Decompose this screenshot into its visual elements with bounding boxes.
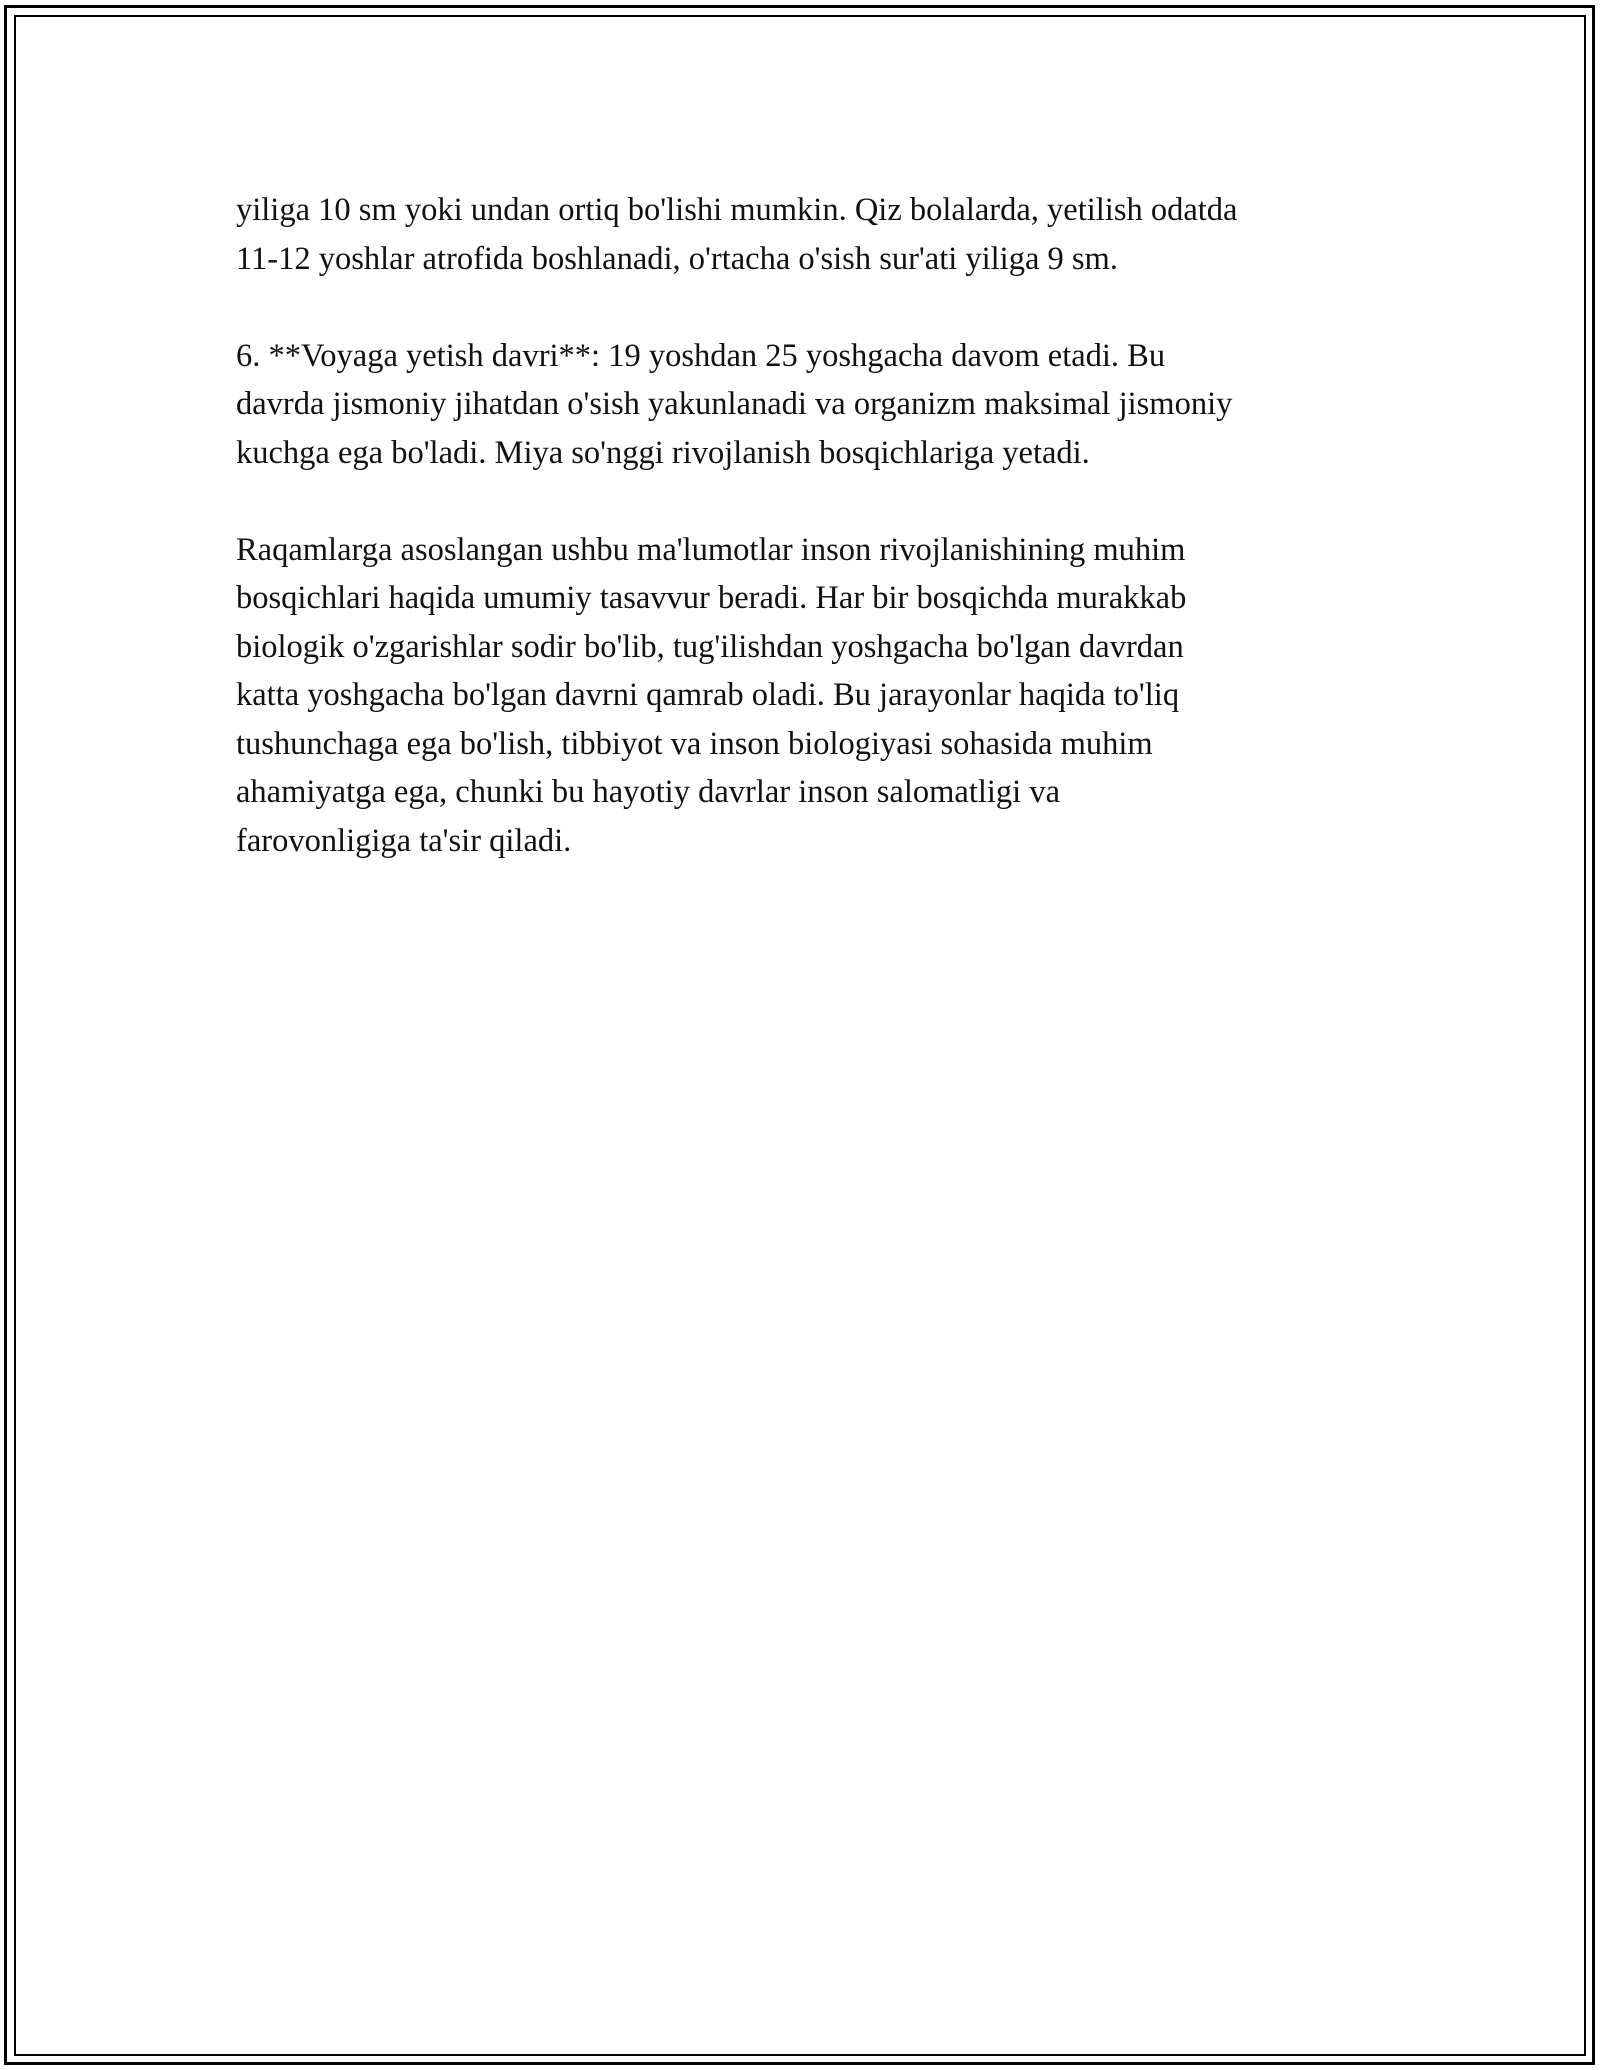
paragraph-growth-rate: yiliga 10 sm yoki undan ortiq bo'lishi mumkin. Qiz bolalarda, yetilish odatda 11-12 yoshlar atrofida boshlanadi, o'rtacha o'sish sur'ati yiliga 9 sm. bbox=[236, 192, 1238, 277]
paragraph-adulthood-stage: 6. **Voyaga yetish davri**: 19 yoshdan 25 yoshgacha davom etadi. Bu davrda jismoniy jihatdan o'sish yakunlanadi va organizm maksimal jismoniy kuchga ega bo'ladi. Miya so'nggi rivojlanish bosqichlariga yetadi. bbox=[236, 337, 1233, 471]
document-body bbox=[236, 186, 1386, 914]
paragraph-conclusion: Raqamlarga asoslangan ushbu ma'lumotlar inson rivojlanishining muhim bosqichlari haqida umumiy tasavvur beradi. Har bir bosqichda murakkab biologik o'zgarishlar sodir bo'lib, tug'ilishdan yoshgacha bo'lgan davrdan katta yoshgacha bo'lgan davrni qamrab oladi. Bu jarayonlar haqida to'liq tushunchaga ega bo'lish, tibbiyot va inson biologiyasi sohasida muhim ahamiyatga ega, chunki bu hayotiy davrlar inson salomatligi va farovonligiga ta'sir qiladi. bbox=[236, 531, 1187, 859]
